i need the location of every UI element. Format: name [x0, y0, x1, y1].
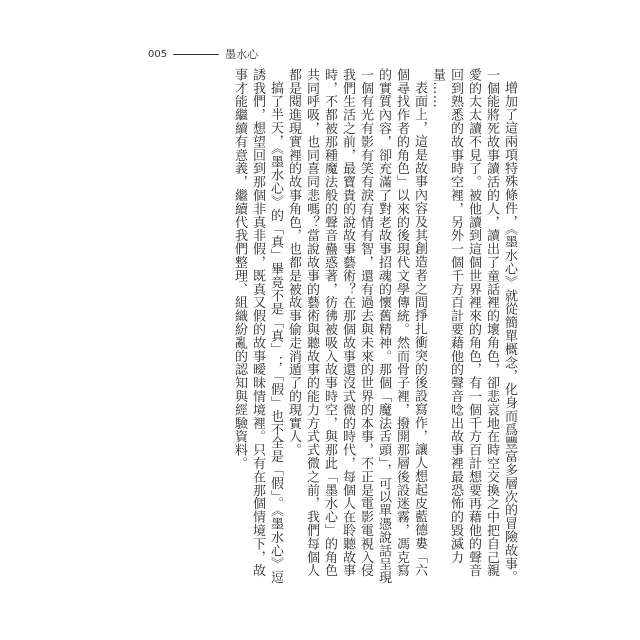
body-text: [232, 68, 518, 588]
running-header: [148, 46, 258, 62]
paragraph: 增加了這兩項特殊條件，《墨水心》就從簡單概念，化身而爲豐富多層次的冒險故事。一個能將死故事讀活的人，讀出了童話裡的壞角色，卻悲哀地在時空交換之中把自己親愛的太太讀不見了。被他讀到這個世界裡來的角色，有一個千方百計想要再藉他的聲音回到熟悉的故事時空裡，另外一個千方百計要藉他的聲音唸出故事裡最恐怖的毀滅力量……: [430, 68, 517, 584]
paragraph: 表面上，這是故事內容及其創造者之間掙扎衝突的後設寫作，讓人想起皮藍德婁「六個尋找作者的角色」以來的後現代文學傳統。然而骨子裡，撥開那層後設迷霧，馮克寫的實質內容，卻充滿了對老故事招魂的懷舊精神。那個「魔法舌頭」，可以單憑說話呈現一個有光有影有笑有淚有情有智，還有過去與未來的世界的本事，不正是電影電視入侵我們生活之前，最寶貴的說故事藝術？在那個故事還沒式微的時代，每個人在聆聽故事時，不都被那種魔法般的聲音蠱惑著，彷彿被吸入故事時空，與那此「墨水心」的角色共同呼吸，也同喜同悲嗎？當說故事的藝術與聽故事的能力方式式微之前，我們每個人都是閱進現實裡的故事角色，也都是被故事偷走消遁了的現實人。: [286, 68, 427, 585]
book-title: 墨水心: [225, 48, 259, 61]
paragraph: 搞了半天，《墨水心》的「真」畢竟不是「真」；「假」也不全是「假」。《墨水心》逗誘我們，想望回到那個非真非假，既真又假的故事曖昧情境裡。只有在那個情境下，故事才能繼續有意義，繼續代我們整理、組織紛亂的認知與經驗資料。: [232, 68, 283, 585]
header-rule: [173, 54, 219, 55]
page-number: 005: [148, 48, 168, 60]
